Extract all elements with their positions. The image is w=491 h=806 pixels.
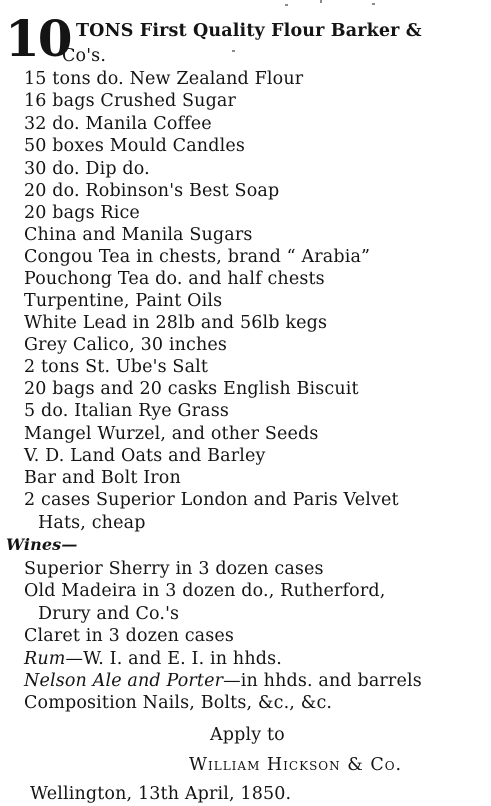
list-item: Turpentine, Paint Oils (24, 291, 223, 311)
wine-item: Claret in 3 dozen cases (24, 626, 235, 646)
ale-line (24, 670, 422, 692)
nails-line: Composition Nails, Bolts, &c., &c. (24, 693, 333, 713)
list-item: Grey Calico, 30 inches (24, 335, 228, 355)
list-item: V. D. Land Oats and Barley (24, 446, 266, 466)
wines-heading: Wines— (6, 535, 78, 554)
list-item: 2 tons St. Ube's Salt (24, 357, 209, 377)
list-item: Hats, cheap (38, 513, 146, 533)
list-item: 30 do. Dip do. (24, 159, 150, 179)
ale-text: —in hhds. and barrels (223, 671, 422, 691)
rum-line (24, 648, 282, 670)
list-item: Pouchong Tea do. and half chests (24, 269, 325, 289)
list-item: 20 bags Rice (24, 203, 140, 223)
list-item: 50 boxes Mould Candles (24, 136, 245, 156)
apply-to: Apply to (210, 725, 285, 745)
list-item: 15 tons do. New Zealand Flour (24, 69, 304, 89)
wine-item: Drury and Co.'s (38, 604, 180, 624)
lead-number: 10 (5, 9, 71, 68)
list-item: 16 bags Crushed Sugar (24, 91, 237, 111)
list-item: 32 do. Manila Coffee (24, 114, 212, 134)
dateline: Wellington, 13th April, 1850. (30, 784, 292, 804)
list-item: 20 do. Robinson's Best Soap (24, 181, 280, 201)
ale-label: Nelson Ale and Porter (24, 671, 224, 691)
lead-line-1: TONS First Quality Flour Barker & (76, 21, 422, 41)
wine-item: Old Madeira in 3 dozen do., Rutherford, (24, 581, 386, 601)
rum-label: Rum (24, 649, 66, 669)
list-item: Bar and Bolt Iron (24, 468, 181, 488)
list-item: 2 cases Superior London and Paris Velvet (24, 490, 399, 510)
list-item: Congou Tea in chests, brand “ Arabia” (24, 247, 371, 267)
list-item: China and Manila Sugars (24, 225, 253, 245)
print-speck (285, 4, 288, 6)
wine-item: Superior Sherry in 3 dozen cases (24, 559, 324, 579)
lead-line-2: Co's. (62, 46, 107, 66)
list-item: 20 bags and 20 casks English Biscuit (24, 379, 359, 399)
list-item: White Lead in 28lb and 56lb kegs (24, 313, 328, 333)
print-speck (320, 0, 322, 3)
rum-text: —W. I. and E. I. in hhds. (65, 649, 282, 669)
firm-name: William Hickson & Co. (189, 755, 403, 775)
list-item: 5 do. Italian Rye Grass (24, 401, 229, 421)
list-item: Mangel Wurzel, and other Seeds (24, 424, 319, 444)
print-speck (232, 50, 235, 52)
print-speck (372, 3, 375, 5)
